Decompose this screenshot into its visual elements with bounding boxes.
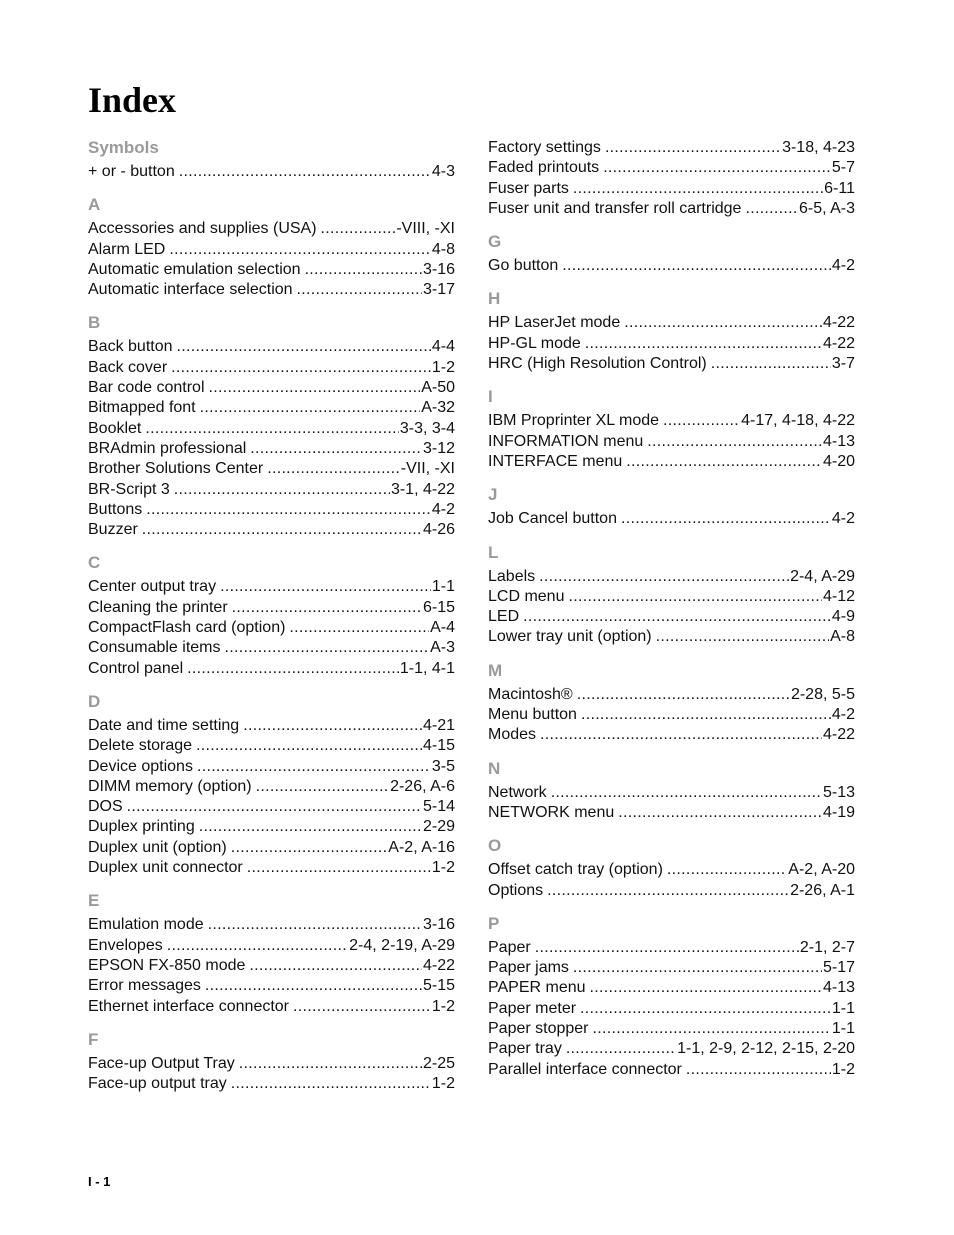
entry-term: Back cover xyxy=(88,358,168,376)
entry-term: Center output tray xyxy=(88,578,217,596)
index-entry xyxy=(488,138,855,158)
entry-term: Bar code control xyxy=(88,379,205,397)
entry-term: Fuser unit and transfer roll cartridge xyxy=(488,199,742,217)
entry-pages: 4-22 xyxy=(822,314,855,332)
entry-pages: 4-3 xyxy=(431,163,455,180)
entry-term: Paper meter xyxy=(488,999,577,1017)
entry-pages: 2-1, 2-7 xyxy=(799,938,855,956)
index-entry xyxy=(88,838,455,858)
index-entry xyxy=(488,158,855,178)
entry-pages: 4-15 xyxy=(422,737,455,755)
entry-term: Accessories and supplies (USA) xyxy=(88,220,317,238)
index-entry xyxy=(88,500,455,520)
index-entry xyxy=(488,354,855,374)
index-section xyxy=(88,692,455,878)
entry-pages: 2-4, A-29 xyxy=(790,567,855,585)
entry-term: Consumable items xyxy=(88,639,221,657)
section-letter: M xyxy=(488,660,503,680)
dot-leader xyxy=(562,256,831,276)
section-letter: N xyxy=(488,758,501,778)
dot-leader xyxy=(539,567,789,587)
index-entry xyxy=(88,757,455,777)
entry-term: Offset catch tray (option) xyxy=(488,861,663,879)
index-section xyxy=(88,313,455,540)
entry-term: Macintosh® xyxy=(488,685,573,703)
entry-pages: -VII, -XI xyxy=(400,460,455,478)
entry-pages: 4-8 xyxy=(431,240,455,258)
entry-term: Paper xyxy=(488,938,531,956)
index-entry xyxy=(88,797,455,817)
section-letter: O xyxy=(488,836,502,856)
index-entry xyxy=(488,256,855,276)
index-entry xyxy=(488,938,855,958)
dot-leader xyxy=(293,997,431,1017)
dot-leader xyxy=(289,618,429,638)
entry-pages: 4-22 xyxy=(822,334,855,352)
index-entry xyxy=(488,860,855,880)
dot-leader xyxy=(196,736,422,756)
entry-term: Error messages xyxy=(88,977,201,995)
dot-leader xyxy=(605,138,781,158)
index-entry xyxy=(88,337,455,357)
entry-pages: 4-12 xyxy=(822,587,855,605)
index-entry xyxy=(88,219,455,239)
dot-leader xyxy=(243,716,422,736)
entry-term: Duplex unit connector xyxy=(88,859,243,877)
entry-pages: 5-14 xyxy=(422,798,455,816)
entry-pages: 4-17, 4-18, 4-22 xyxy=(741,412,855,430)
dot-leader xyxy=(593,1019,831,1039)
index-entry xyxy=(488,958,855,978)
entry-term: Go button xyxy=(488,257,559,275)
entry-term: Menu button xyxy=(488,706,577,724)
section-letter: A xyxy=(88,195,101,215)
dot-leader xyxy=(171,358,431,378)
dot-leader xyxy=(247,858,431,878)
entry-pages: 3-1, 4-22 xyxy=(390,480,455,498)
index-entry xyxy=(88,398,455,418)
entry-pages: 4-21 xyxy=(422,716,455,734)
index-section xyxy=(488,138,855,219)
entry-term: Buttons xyxy=(88,500,143,518)
entry-term: Delete storage xyxy=(88,737,193,755)
index-section xyxy=(488,485,855,529)
dot-leader xyxy=(551,783,822,803)
entry-term: Device options xyxy=(88,757,193,775)
entry-term: HP LaserJet mode xyxy=(488,314,621,332)
dot-leader xyxy=(231,1074,431,1094)
dot-leader xyxy=(590,978,822,998)
dot-leader xyxy=(267,459,400,479)
entry-pages: A-32 xyxy=(421,399,455,417)
dot-leader xyxy=(179,162,431,182)
dot-leader xyxy=(535,938,799,958)
entry-term: Back button xyxy=(88,338,173,356)
dot-leader xyxy=(197,757,431,777)
dot-leader xyxy=(239,1054,422,1074)
entry-term: Paper stopper xyxy=(488,1020,589,1038)
entry-term: Duplex printing xyxy=(88,818,195,836)
dot-leader xyxy=(603,158,831,178)
dot-leader xyxy=(647,432,822,452)
entry-term: Bitmapped font xyxy=(88,399,196,417)
index-entry xyxy=(488,1060,855,1080)
entry-pages: A-2, A-16 xyxy=(388,838,455,856)
dot-leader xyxy=(249,956,422,976)
index-entry xyxy=(88,659,455,679)
index-entry xyxy=(88,240,455,260)
dot-leader xyxy=(232,598,422,618)
entry-term: INTERFACE menu xyxy=(488,452,623,470)
index-entry xyxy=(488,1039,855,1059)
entry-term: BR-Script 3 xyxy=(88,480,170,498)
entry-term: Parallel interface connector xyxy=(488,1060,682,1078)
entry-pages: 1-1 xyxy=(431,578,455,596)
index-entry xyxy=(88,1054,455,1074)
index-entry xyxy=(488,199,855,219)
index-column-left xyxy=(88,138,455,1094)
entry-pages: A-50 xyxy=(421,379,455,397)
entry-pages: 3-16 xyxy=(422,260,455,278)
entry-pages: 4-26 xyxy=(422,521,455,539)
dot-leader xyxy=(142,520,422,540)
entry-pages: 2-4, 2-19, A-29 xyxy=(349,936,455,954)
index-entry xyxy=(88,915,455,935)
entry-term: Factory settings xyxy=(488,139,601,156)
entry-pages: 1-2 xyxy=(431,997,455,1015)
dot-leader xyxy=(146,500,431,520)
entry-pages: 3-16 xyxy=(422,916,455,934)
entry-pages: 4-20 xyxy=(822,452,855,470)
section-letter: G xyxy=(488,232,502,252)
entry-pages: 1-2 xyxy=(431,859,455,877)
index-entry xyxy=(488,881,855,901)
index-entry xyxy=(88,858,455,878)
section-letter: B xyxy=(88,313,101,333)
entry-pages: A-3 xyxy=(430,639,455,657)
entry-term: LED xyxy=(488,608,520,626)
index-entry xyxy=(88,419,455,439)
index-entry xyxy=(88,736,455,756)
index-entry xyxy=(488,725,855,745)
index-entry xyxy=(88,162,455,182)
entry-term: Network xyxy=(488,783,547,801)
index-section xyxy=(488,543,855,648)
entry-pages: 4-4 xyxy=(431,338,455,356)
entry-term: Job Cancel button xyxy=(488,510,617,528)
entry-pages: 1-1, 2-9, 2-12, 2-15, 2-20 xyxy=(677,1040,855,1058)
entry-pages: 4-2 xyxy=(431,500,455,518)
index-entry xyxy=(88,260,455,280)
entry-pages: 3-12 xyxy=(422,439,455,457)
section-letter: Symbols xyxy=(88,138,159,157)
entry-term: Paper tray xyxy=(488,1040,562,1058)
index-section xyxy=(488,289,855,374)
index-entry xyxy=(488,783,855,803)
entry-pages: 4-13 xyxy=(822,979,855,997)
entry-pages: -VIII, -XI xyxy=(396,220,455,238)
dot-leader xyxy=(667,860,787,880)
entry-term: Automatic interface selection xyxy=(88,281,293,299)
entry-term: Ethernet interface connector xyxy=(88,997,290,1015)
index-entry xyxy=(488,999,855,1019)
dot-leader xyxy=(205,976,422,996)
index-entry xyxy=(88,1074,455,1094)
dot-leader xyxy=(523,607,831,627)
dot-leader xyxy=(225,638,430,658)
entry-pages: 4-22 xyxy=(822,726,855,744)
entry-pages: 1-2 xyxy=(431,1075,455,1093)
index-entry xyxy=(88,378,455,398)
entry-pages: A-4 xyxy=(430,619,455,637)
entry-pages: 1-1, 4-1 xyxy=(399,659,455,677)
index-entry xyxy=(488,803,855,823)
entry-pages: 2-28, 5-5 xyxy=(790,685,855,703)
entry-term: LCD menu xyxy=(488,587,565,605)
index-entry xyxy=(88,439,455,459)
entry-term: Control panel xyxy=(88,659,184,677)
section-letter: H xyxy=(488,289,501,309)
dot-leader xyxy=(177,337,431,357)
index-entry xyxy=(488,607,855,627)
dot-leader xyxy=(573,958,822,978)
index-entry xyxy=(88,520,455,540)
dot-leader xyxy=(573,179,823,199)
dot-leader xyxy=(200,398,421,418)
index-section xyxy=(88,195,455,300)
dot-leader xyxy=(209,378,421,398)
dot-leader xyxy=(585,334,822,354)
dot-leader xyxy=(127,797,422,817)
entry-pages: 3-3, 3-4 xyxy=(399,419,455,437)
index-entry xyxy=(488,334,855,354)
dot-leader xyxy=(547,881,789,901)
dot-leader xyxy=(250,439,422,459)
index-section xyxy=(88,138,455,182)
section-letter: I xyxy=(488,387,493,407)
entry-term: EPSON FX-850 mode xyxy=(88,956,246,974)
entry-term: Labels xyxy=(488,567,536,585)
section-letter: E xyxy=(88,891,100,911)
entry-pages: 4-2 xyxy=(831,257,855,275)
entry-term: Brother Solutions Center xyxy=(88,460,264,478)
index-entry xyxy=(88,716,455,736)
entry-term: Lower tray unit (option) xyxy=(488,628,652,646)
index-entry xyxy=(88,598,455,618)
index-column-right xyxy=(488,138,855,1080)
index-section xyxy=(488,387,855,472)
page-number: I - 1 xyxy=(88,1174,111,1189)
dot-leader xyxy=(169,240,431,260)
dot-leader xyxy=(624,313,822,333)
entry-pages: 4-9 xyxy=(831,608,855,626)
entry-term: Face-up output tray xyxy=(88,1075,227,1093)
entry-pages: 1-2 xyxy=(831,1060,855,1078)
index-entry xyxy=(488,567,855,587)
dot-leader xyxy=(231,838,388,858)
entry-pages: 4-2 xyxy=(831,510,855,528)
entry-term: Booklet xyxy=(88,419,142,437)
index-entry xyxy=(488,452,855,472)
dot-leader xyxy=(686,1060,831,1080)
dot-leader xyxy=(577,685,790,705)
entry-pages: 5-7 xyxy=(831,159,855,177)
entry-pages: 2-29 xyxy=(422,818,455,836)
dot-leader xyxy=(297,280,422,300)
entry-pages: 4-19 xyxy=(822,803,855,821)
entry-pages: 3-5 xyxy=(431,757,455,775)
index-entry xyxy=(488,978,855,998)
entry-term: Duplex unit (option) xyxy=(88,838,227,856)
index-section xyxy=(488,836,855,901)
entry-term: Faded printouts xyxy=(488,159,600,177)
index-entry xyxy=(88,997,455,1017)
entry-term: Buzzer xyxy=(88,521,138,539)
index-entry xyxy=(488,587,855,607)
dot-leader xyxy=(199,817,422,837)
section-letter: C xyxy=(88,553,101,573)
section-letter: J xyxy=(488,485,498,505)
entry-term: Face-up Output Tray xyxy=(88,1054,235,1072)
index-entry xyxy=(488,1019,855,1039)
dot-leader xyxy=(618,803,822,823)
index-entry xyxy=(488,179,855,199)
entry-pages: 3-7 xyxy=(831,355,855,373)
dot-leader xyxy=(256,777,389,797)
index-entry xyxy=(88,577,455,597)
dot-leader xyxy=(208,915,422,935)
index-entry xyxy=(88,358,455,378)
index-entry xyxy=(88,936,455,956)
dot-leader xyxy=(711,354,831,374)
entry-pages: 1-2 xyxy=(431,358,455,376)
entry-term: DOS xyxy=(88,798,123,816)
entry-pages: 3-18, 4-23 xyxy=(782,139,855,156)
dot-leader xyxy=(626,452,822,472)
dot-leader xyxy=(621,509,831,529)
dot-leader xyxy=(656,627,829,647)
page-title: Index xyxy=(88,80,177,120)
dot-leader xyxy=(321,219,396,239)
entry-term: Cleaning the printer xyxy=(88,598,228,616)
entry-pages: 1-1 xyxy=(831,999,855,1017)
dot-leader xyxy=(663,411,740,431)
dot-leader xyxy=(540,725,822,745)
entry-term: Alarm LED xyxy=(88,240,166,258)
entry-pages: 4-22 xyxy=(422,956,455,974)
entry-pages: 4-2 xyxy=(831,706,855,724)
dot-leader xyxy=(187,659,399,679)
index-entry xyxy=(88,638,455,658)
entry-pages: 3-17 xyxy=(422,281,455,299)
entry-pages: 2-26, A-1 xyxy=(790,881,855,899)
entry-term: Envelopes xyxy=(88,936,163,954)
entry-term: Paper jams xyxy=(488,959,569,977)
dot-leader xyxy=(145,419,398,439)
entry-term: CompactFlash card (option) xyxy=(88,619,286,637)
section-letter: L xyxy=(488,542,499,562)
entry-pages: 5-15 xyxy=(422,977,455,995)
entry-pages: A-2, A-20 xyxy=(788,861,855,879)
dot-leader xyxy=(566,1039,676,1059)
index-entry xyxy=(88,459,455,479)
entry-pages: 2-25 xyxy=(422,1054,455,1072)
entry-term: Modes xyxy=(488,726,537,744)
index-section xyxy=(88,891,455,1016)
section-letter: F xyxy=(88,1029,99,1049)
entry-pages: 6-5, A-3 xyxy=(798,199,855,217)
index-entry xyxy=(488,432,855,452)
entry-term: HP-GL mode xyxy=(488,334,581,352)
dot-leader xyxy=(581,705,831,725)
entry-term: BRAdmin professional xyxy=(88,439,247,457)
index-entry xyxy=(88,956,455,976)
index-entry xyxy=(488,627,855,647)
dot-leader xyxy=(167,936,348,956)
entry-term: Emulation mode xyxy=(88,916,204,934)
entry-term: IBM Proprinter XL mode xyxy=(488,412,660,430)
entry-term: NETWORK menu xyxy=(488,803,615,821)
index-entry xyxy=(88,976,455,996)
section-letter: P xyxy=(488,913,500,933)
entry-term: Date and time setting xyxy=(88,716,240,734)
index-entry xyxy=(88,777,455,797)
entry-pages: 5-13 xyxy=(822,783,855,801)
entry-term: Automatic emulation selection xyxy=(88,260,301,278)
index-section xyxy=(88,1030,455,1095)
dot-leader xyxy=(745,199,798,219)
index-entry xyxy=(488,705,855,725)
entry-pages: A-8 xyxy=(830,628,855,646)
index-section xyxy=(488,661,855,746)
dot-leader xyxy=(568,587,821,607)
index-entry xyxy=(88,480,455,500)
index-entry xyxy=(88,817,455,837)
section-letter: D xyxy=(88,691,101,711)
entry-term: + or - button xyxy=(88,163,175,180)
entry-pages: 6-15 xyxy=(422,598,455,616)
dot-leader xyxy=(220,577,431,597)
index-section xyxy=(88,553,455,678)
index-entry xyxy=(488,411,855,431)
index-section xyxy=(488,232,855,276)
entry-term: HRC (High Resolution Control) xyxy=(488,355,707,373)
entry-pages: 6-11 xyxy=(824,179,855,197)
entry-pages: 1-1 xyxy=(831,1020,855,1038)
index-entry xyxy=(488,313,855,333)
dot-leader xyxy=(174,480,390,500)
index-section xyxy=(488,759,855,824)
dot-leader xyxy=(305,260,422,280)
entry-term: Fuser parts xyxy=(488,179,569,197)
entry-pages: 2-26, A-6 xyxy=(390,777,455,795)
entry-term: DIMM memory (option) xyxy=(88,777,252,795)
index-entry xyxy=(488,509,855,529)
dot-leader xyxy=(580,999,831,1019)
entry-term: INFORMATION menu xyxy=(488,432,644,450)
index-entry xyxy=(88,280,455,300)
entry-pages: 5-17 xyxy=(822,959,855,977)
entry-term: Options xyxy=(488,881,544,899)
index-section xyxy=(488,914,855,1080)
index-entry xyxy=(488,685,855,705)
index-entry xyxy=(88,618,455,638)
entry-term: PAPER menu xyxy=(488,979,586,997)
entry-pages: 4-13 xyxy=(822,432,855,450)
